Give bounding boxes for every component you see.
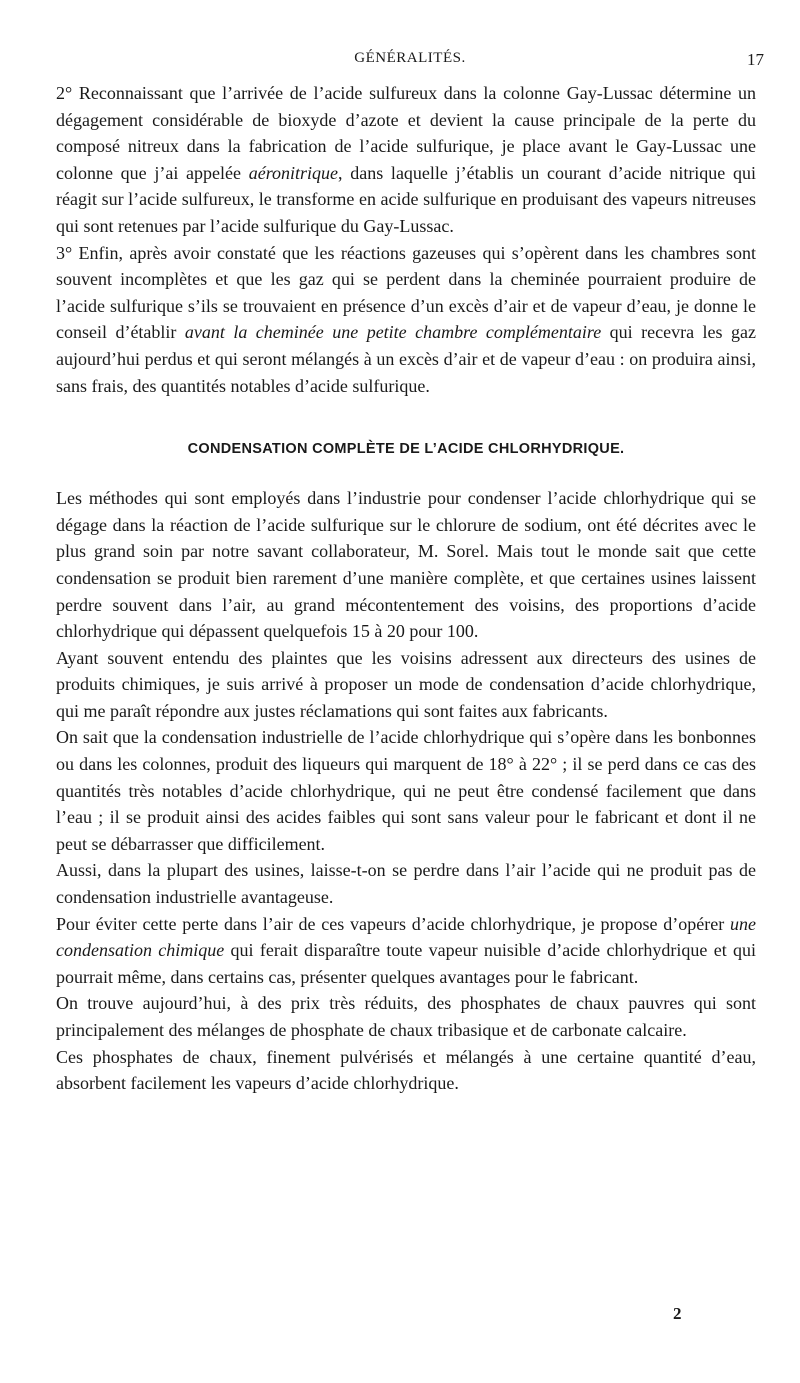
section-heading: CONDENSATION COMPLÈTE DE L’ACIDE CHLORHYDRIQUE.	[187, 441, 625, 458]
paragraph-text: Ces phosphates de chaux, finement pulvérisés et mélangés à une certaine quantité d’eau, absorbent facilement les vapeurs d’acide chlorhydrique.	[56, 1046, 756, 1094]
paragraph	[56, 911, 756, 991]
paragraph	[56, 485, 756, 645]
page-number: 17	[747, 50, 764, 69]
paragraph	[56, 240, 756, 400]
paragraph	[56, 724, 756, 857]
paragraph	[56, 1044, 756, 1097]
paragraph-emphasis: avant la cheminée une petite chambre complémentaire	[184, 322, 602, 343]
paragraph	[56, 990, 756, 1043]
paragraph	[56, 80, 756, 240]
paragraph-text: Pour éviter cette perte dans l’air de ces vapeurs d’acide chlorhydrique, je propose d’opérer	[56, 913, 730, 934]
body-text	[56, 80, 756, 1097]
running-head	[56, 50, 764, 74]
paragraph-text: Aussi, dans la plupart des usines, laisse-t-on se perdre dans l’air l’acide qui ne produit pas de condensation industrielle avantageuse.	[56, 860, 756, 908]
paragraph-emphasis: une condensation chimique	[56, 913, 756, 961]
paragraph	[56, 645, 756, 725]
paragraph	[56, 857, 756, 910]
paragraph-text: 3° Enfin, après avoir constaté que les réactions gazeuses qui s’opèrent dans les chambres sont souvent incomplètes et que les gaz qui se perdent dans la cheminée pourraient produire de l’acide sulfurique s’ils se trouvaient en présence d’un excès d’air et de vapeur d’eau, je donne le conseil d’établir	[56, 242, 756, 343]
paragraph-text: 2° Reconnaissant que l’arrivée de l’acide sulfureux dans la colonne Gay-Lussac détermine un dégagement considérable de bioxyde d’azote et devient la cause principale de la perte du composé nitreux dans la fabrication de l’acide sulfurique, je place avant le Gay-Lussac une colonne que j’ai appelée	[56, 83, 756, 183]
paragraph-emphasis: aéronitrique	[248, 162, 339, 183]
paragraph-text: Ayant souvent entendu des plaintes que les voisins adressent aux directeurs des usines de produits chimiques, je suis arrivé à proposer un mode de condensation d’acide chlorhydrique, qui me paraît répondre aux justes réclamations qui sont faites aux fabricants.	[56, 647, 756, 721]
paragraph-text: qui ferait disparaître toute vapeur nuisible d’acide chlorhydrique et qui pourrait même, dans certains cas, présenter quelques avantages pour le fabricant.	[56, 940, 756, 987]
signature-mark: 2	[673, 1304, 682, 1323]
running-title: GÉNÉRALITÉS.	[354, 50, 466, 66]
paragraph-text: Les méthodes qui sont employés dans l’industrie pour condenser l’acide chlorhydrique qui se dégage dans la réaction de l’acide sulfurique sur le chlorure de sodium, ont été décrites avec le plus grand soin par notre savant collaborateur, M. Sorel. Mais tout le monde sait que cette condensation se produit bien rarement d’une manière complète, et que certaines usines laissent perdre souvent dans l’air, au grand mécontentement des voisins, des proportions d’acide chlorhydrique qui dépassent quelquefois 15 à 20 pour 100.	[56, 488, 756, 642]
paragraph-text: qui recevra les gaz aujourd’hui perdus et qui seront mélangés à un excès d’air et de vapeur d’eau : on produira ainsi, sans frais, des quantités notables d’acide sulfurique.	[56, 322, 756, 396]
paragraph-text: , dans laquelle j’établis un courant d’acide nitrique qui réagit sur l’acide sulfureux, le transforme en acide sulfurique en produisant des vapeurs nitreuses qui sont retenues par l’acide sulfurique du Gay-Lussac.	[56, 162, 757, 236]
paragraph-text: On sait que la condensation industrielle de l’acide chlorhydrique qui s’opère dans les bonbonnes ou dans les colonnes, produit des liqueurs qui marquent de 18° à 22° ; il se perd dans ce cas des quantités très notables d’acide chlorhydrique, qui ne peut être condensé facilement que dans l’eau ; il se produit ainsi des acides faibles qui sont sans valeur pour le fabricant et dont il ne peut se débarrasser que difficilement.	[56, 727, 756, 854]
paragraph-text: On trouve aujourd’hui, à des prix très réduits, des phosphates de chaux pauvres qui sont principalement des mélanges de phosphate de chaux tribasique et de carbonate calcaire.	[56, 993, 756, 1040]
